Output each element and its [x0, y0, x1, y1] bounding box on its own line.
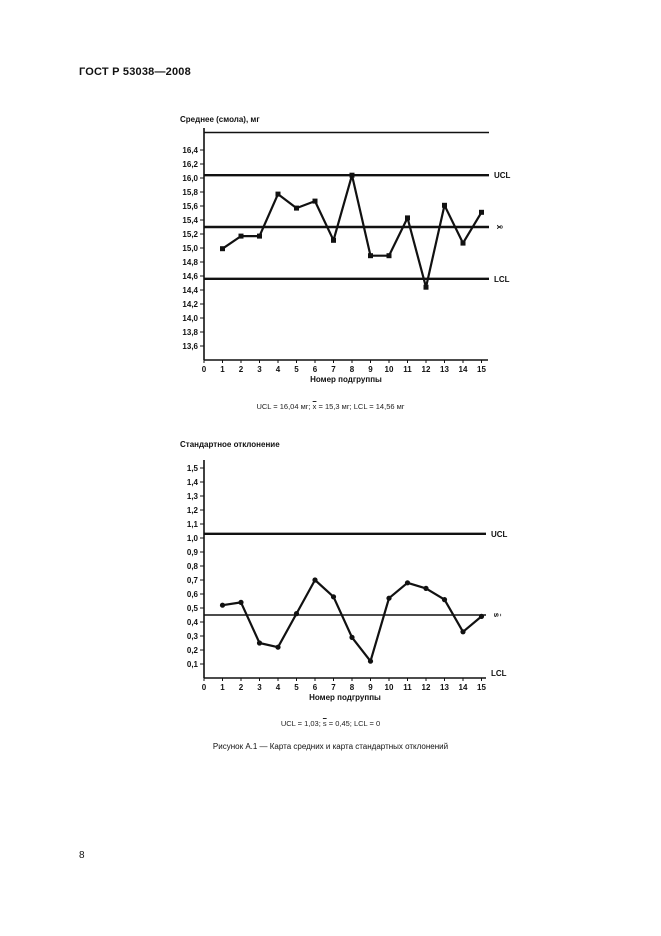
- page-number: 8: [79, 850, 85, 861]
- x-tick-label: 7: [331, 365, 336, 374]
- data-point: [220, 246, 225, 251]
- x-tick-label: 6: [312, 365, 318, 374]
- x-tick-label: 8: [349, 365, 355, 374]
- x-tick-label: 14: [458, 365, 468, 374]
- data-point: [275, 645, 280, 650]
- data-point: [442, 597, 447, 602]
- y-tick-label: 16,2: [182, 160, 198, 169]
- x-tick-label: 0: [201, 683, 207, 692]
- data-point: [405, 215, 410, 220]
- y-tick-label: 0,8: [186, 562, 198, 571]
- data-point: [313, 199, 318, 204]
- x-tick-label: 4: [275, 683, 281, 692]
- caption-center-symbol: $\overline{x}$: [312, 402, 317, 411]
- y-tick-label: 14,4: [182, 286, 198, 295]
- x-tick-label: 9: [368, 683, 373, 692]
- caption-ucl: UCL = 1,03;: [280, 719, 321, 728]
- data-point: [257, 234, 262, 239]
- caption-lcl: LCL = 14,56 мг: [353, 402, 405, 411]
- y-tick-label: 14,8: [182, 258, 198, 267]
- y-tick-label: 16,0: [182, 174, 198, 183]
- y-tick-label: 0,2: [186, 646, 198, 655]
- y-tick-label: 1,0: [186, 534, 198, 543]
- data-point: [312, 577, 317, 582]
- y-tick-label: 15,0: [182, 244, 198, 253]
- center-line-label: s̄: [492, 612, 501, 618]
- lcl-label: LCL: [491, 669, 507, 678]
- x-tick-label: 1: [220, 365, 225, 374]
- y-tick-label: 1,1: [186, 520, 198, 529]
- x-tick-label: 6: [312, 683, 318, 692]
- x-tick-label: 15: [477, 365, 486, 374]
- chart-title: Среднее (смола), мг: [180, 115, 260, 124]
- data-point: [239, 234, 244, 239]
- x-tick-label: 14: [458, 683, 468, 692]
- data-point: [257, 640, 262, 645]
- x-tick-label: 11: [403, 365, 412, 374]
- y-tick-label: 1,4: [186, 478, 198, 487]
- data-point: [331, 238, 336, 243]
- y-tick-label: 0,5: [186, 604, 198, 613]
- caption-ucl: UCL = 16,04 мг;: [256, 402, 311, 411]
- y-tick-label: 15,8: [182, 188, 198, 197]
- y-tick-label: 1,5: [186, 464, 198, 473]
- y-tick-label: 0,1: [186, 660, 198, 669]
- x-tick-label: 13: [440, 683, 449, 692]
- y-tick-label: 1,3: [186, 492, 198, 501]
- x-tick-label: 0: [201, 365, 207, 374]
- ucl-label: UCL: [491, 529, 508, 539]
- y-tick-label: 14,2: [182, 300, 198, 309]
- means-chart: [0, 100, 661, 400]
- caption-center-symbol: $\overline{s}$: [322, 719, 327, 728]
- x-tick-label: 10: [384, 683, 394, 692]
- data-point: [368, 659, 373, 664]
- x-tick-label: 3: [257, 683, 262, 692]
- x-tick-label: 1: [220, 683, 225, 692]
- data-point: [405, 580, 410, 585]
- caption-center: = 15,3 мг;: [318, 402, 352, 411]
- y-tick-label: 15,6: [182, 202, 198, 211]
- x-tick-label: 10: [384, 365, 394, 374]
- caption-center: = 0,45; LCL = 0: [328, 719, 381, 728]
- y-tick-label: 15,4: [182, 216, 198, 225]
- x-tick-label: 3: [257, 365, 262, 374]
- y-tick-label: 0,9: [186, 548, 198, 557]
- data-point: [423, 586, 428, 591]
- document-header: ГОСТ Р 53038—2008: [79, 66, 191, 78]
- data-point: [387, 253, 392, 258]
- x-tick-label: 12: [421, 683, 431, 692]
- data-point: [294, 611, 299, 616]
- x-tick-label: 2: [238, 365, 244, 374]
- y-tick-label: 0,4: [186, 618, 198, 627]
- means-chart-caption: [0, 402, 661, 411]
- y-tick-label: 14,0: [182, 314, 198, 323]
- x-tick-label: 4: [275, 365, 281, 374]
- std-dev-chart: [0, 430, 661, 730]
- y-tick-label: 0,3: [186, 632, 198, 641]
- x-tick-label: 2: [238, 683, 244, 692]
- x-tick-label: 9: [368, 365, 373, 374]
- x-tick-label: 11: [403, 683, 412, 692]
- x-tick-label: 8: [349, 683, 355, 692]
- y-tick-label: 13,6: [182, 342, 198, 351]
- x-tick-label: 5: [294, 365, 299, 374]
- y-tick-label: 13,8: [182, 328, 198, 337]
- data-point: [331, 594, 336, 599]
- x-axis-title: Номер подгруппы: [309, 693, 381, 702]
- data-point: [349, 635, 354, 640]
- x-axis-title: Номер подгруппы: [310, 375, 382, 384]
- y-tick-label: 15,2: [182, 230, 198, 239]
- figure-caption: Рисунок А.1 — Карта средних и карта стандартных отклонений: [212, 742, 449, 751]
- data-point: [386, 596, 391, 601]
- x-tick-label: 15: [477, 683, 486, 692]
- data-point: [368, 253, 373, 258]
- data-point: [238, 600, 243, 605]
- x-tick-label: 5: [294, 683, 299, 692]
- data-point: [276, 192, 281, 197]
- chart-title: Стандартное отклонение: [180, 440, 280, 449]
- y-tick-label: 14,6: [182, 272, 198, 281]
- data-point: [460, 629, 465, 634]
- data-point: [461, 241, 466, 246]
- data-point: [424, 285, 429, 290]
- x-tick-label: 7: [331, 683, 336, 692]
- data-point: [294, 206, 299, 211]
- data-point: [442, 203, 447, 208]
- data-point: [350, 173, 355, 178]
- x-tick-label: 13: [440, 365, 449, 374]
- y-tick-label: 16,4: [182, 146, 198, 155]
- data-point: [220, 603, 225, 608]
- series-line: [223, 580, 482, 661]
- ucl-label: UCL: [494, 171, 511, 181]
- y-tick-label: 0,6: [186, 590, 198, 599]
- std-dev-chart-caption: [0, 719, 661, 728]
- series-line: [223, 175, 482, 287]
- data-point: [479, 614, 484, 619]
- x-tick-label: 12: [421, 365, 431, 374]
- y-tick-label: 1,2: [186, 506, 198, 515]
- data-point: [479, 210, 484, 215]
- center-line-label: x̄: [495, 224, 504, 230]
- lcl-label: LCL: [494, 274, 510, 284]
- y-tick-label: 0,7: [186, 576, 198, 585]
